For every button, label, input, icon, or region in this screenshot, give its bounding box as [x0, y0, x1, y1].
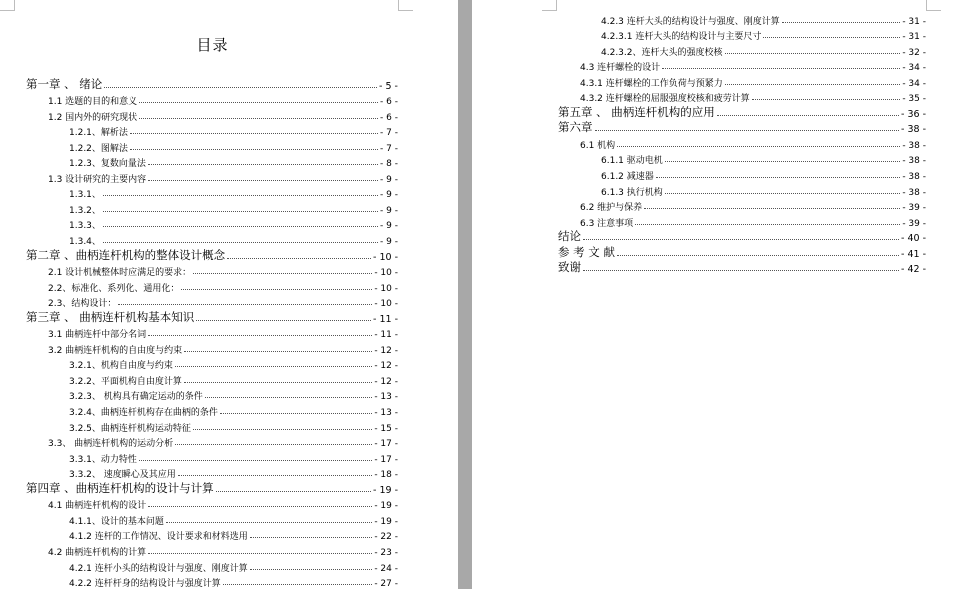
- toc-dot-leader: [104, 87, 377, 88]
- toc-page-number: - 15 -: [374, 423, 398, 434]
- toc-entry-text: 4.1.2 连杆的工作情况、设计要求和材料选用: [69, 532, 248, 543]
- toc-entry[interactable]: [26, 574, 398, 589]
- toc-dot-leader: [118, 304, 372, 305]
- toc-entry-text: 第六章: [558, 120, 593, 135]
- toc-dot-leader: [103, 195, 378, 196]
- toc-page-number: - 12 -: [374, 361, 398, 372]
- toc-dot-leader: [583, 270, 899, 271]
- toc-entry-text: 1.1 选题的目的和意义: [48, 97, 138, 108]
- toc-entry[interactable]: [558, 182, 926, 198]
- toc-dot-leader: [139, 118, 378, 119]
- toc-dot-leader: [196, 320, 371, 321]
- toc-entry[interactable]: [26, 231, 398, 247]
- toc-page-number: - 31 -: [902, 32, 926, 43]
- toc-entry[interactable]: [26, 418, 398, 434]
- toc-dot-leader: [725, 84, 901, 85]
- toc-page-number: - 12 -: [374, 345, 398, 356]
- toc-entry[interactable]: [26, 371, 398, 387]
- toc-entry[interactable]: [558, 58, 926, 74]
- toc-page-number: - 9 -: [380, 174, 398, 185]
- toc-page-number: - 31 -: [902, 16, 926, 27]
- toc-entry[interactable]: [26, 558, 398, 574]
- toc-entry-text: 2.2、标准化、系列化、通用化：: [48, 283, 180, 294]
- toc-page-number: - 19 -: [373, 484, 398, 496]
- toc-entry-text: 3.2.3、 机构具有确定运动的条件: [69, 392, 203, 403]
- toc-entry-text: 参 考 文 献: [558, 244, 615, 259]
- toc-entry[interactable]: [26, 123, 398, 139]
- toc-entry-text: 2.3、结构设计：: [48, 299, 117, 310]
- toc-entry-text: 4.2.3.2、连杆大头的强度校核: [601, 47, 723, 58]
- toc-dot-leader: [250, 569, 373, 570]
- toc-dot-leader: [216, 491, 371, 492]
- toc-page-number: - 9 -: [380, 221, 398, 232]
- toc-entry[interactable]: [558, 213, 926, 229]
- toc-entry-text: 第四章 、曲柄连杆机构的设计与计算: [26, 480, 214, 495]
- toc-page-number: - 42 -: [901, 264, 926, 276]
- toc-dot-leader: [583, 239, 899, 240]
- toc-page-number: - 11 -: [373, 313, 398, 325]
- toc-dot-leader: [178, 475, 373, 476]
- toc-page-number: - 13 -: [374, 408, 398, 419]
- toc-page-number: - 9 -: [380, 205, 398, 216]
- toc-entry[interactable]: [558, 135, 926, 151]
- toc-entry-text: 1.2.2、图解法: [69, 143, 128, 154]
- toc-page-number: - 38 -: [902, 187, 926, 198]
- toc-dot-leader: [130, 133, 378, 134]
- toc-entry[interactable]: [26, 527, 398, 543]
- toc-entry[interactable]: [26, 92, 398, 108]
- toc-entry[interactable]: [26, 76, 398, 92]
- toc-page-number: - 36 -: [901, 108, 926, 120]
- toc-entry-text: 3.2 曲柄连杆机构的自由度与约束: [48, 345, 183, 356]
- toc-entry-text: 2.1 设计机械整体时应满足的要求：: [48, 268, 192, 279]
- toc-entry[interactable]: [26, 434, 398, 450]
- toc-entry[interactable]: [26, 154, 398, 170]
- toc-entry[interactable]: [558, 166, 926, 182]
- toc-entry-text: 第一章 、 绪论: [26, 76, 103, 91]
- toc-page-number: - 6 -: [380, 112, 398, 123]
- toc-dot-leader: [148, 180, 378, 181]
- toc-entry-text: 3.3、 曲柄连杆机构的运动分析: [48, 439, 174, 450]
- toc-entry[interactable]: [26, 496, 398, 512]
- toc-page-number: - 34 -: [902, 63, 926, 74]
- toc-page-number: - 12 -: [374, 376, 398, 387]
- toc-page-number: - 7 -: [380, 128, 398, 139]
- toc-entry[interactable]: [26, 465, 398, 481]
- toc-entry-text: 1.3.2、: [69, 205, 101, 216]
- toc-entry-text: 6.1.1 驱动电机: [601, 156, 663, 167]
- toc-dot-leader: [223, 584, 373, 585]
- toc-page-number: - 17 -: [374, 439, 398, 450]
- toc-list-left: [26, 76, 398, 589]
- toc-page-number: - 13 -: [374, 392, 398, 403]
- toc-page-number: - 27 -: [374, 579, 398, 589]
- toc-entry[interactable]: [558, 11, 926, 27]
- toc-entry[interactable]: [26, 340, 398, 356]
- toc-page-number: - 10 -: [374, 283, 398, 294]
- toc-page-number: - 8 -: [380, 159, 398, 170]
- toc-entry[interactable]: [26, 138, 398, 154]
- toc-page-number: - 19 -: [374, 516, 398, 527]
- toc-entry[interactable]: [26, 278, 398, 294]
- toc-entry[interactable]: [558, 244, 926, 260]
- toc-entry-text: 1.3.4、: [69, 237, 101, 248]
- toc-entry-text: 第五章 、 曲柄连杆机构的应用: [558, 104, 715, 119]
- toc-entry[interactable]: [26, 387, 398, 403]
- toc-entry-text: 4.1.1、设计的基本问题: [69, 516, 164, 527]
- toc-page-number: - 40 -: [901, 233, 926, 245]
- toc-entry[interactable]: [558, 42, 926, 58]
- toc-entry-text: 1.3.3、: [69, 221, 101, 232]
- toc-entry[interactable]: [26, 402, 398, 418]
- toc-dot-leader: [665, 193, 901, 194]
- document-page-right: [472, 0, 968, 589]
- toc-page-number: - 39 -: [902, 218, 926, 229]
- toc-dot-leader: [166, 522, 372, 523]
- toc-entry-text: 结论: [558, 229, 581, 244]
- toc-entry-text: 4.2.3 连杆大头的结构设计与强度、刚度计算: [601, 16, 780, 27]
- toc-page-number: - 39 -: [902, 203, 926, 214]
- toc-entry-text: 4.3.1 连杆螺栓的工作负荷与预紧力: [580, 78, 723, 89]
- toc-entry[interactable]: [26, 247, 398, 263]
- toc-dot-leader: [181, 289, 372, 290]
- toc-entry-text: 1.3 设计研究的主要内容: [48, 174, 147, 185]
- toc-dot-leader: [139, 460, 372, 461]
- toc-page-number: - 41 -: [901, 248, 926, 260]
- toc-page-number: - 38 -: [902, 140, 926, 151]
- page-corner-mark: [926, 0, 941, 11]
- toc-dot-leader: [782, 22, 901, 23]
- toc-entry-text: 4.2.3.1 连杆大头的结构设计与主要尺寸: [601, 32, 762, 43]
- page-corner-mark: [398, 0, 413, 11]
- toc-entry[interactable]: [26, 294, 398, 310]
- toc-entry-text: 3.1 曲柄连杆中部分名词: [48, 330, 147, 341]
- toc-page-number: - 6 -: [380, 97, 398, 108]
- toc-entry[interactable]: [558, 260, 926, 276]
- page-corner-mark: [0, 0, 15, 11]
- toc-dot-leader: [148, 164, 378, 165]
- toc-dot-leader: [193, 273, 372, 274]
- toc-dot-leader: [175, 444, 372, 445]
- toc-dot-leader: [617, 146, 900, 147]
- toc-dot-leader: [220, 413, 372, 414]
- toc-dot-leader: [665, 161, 901, 162]
- toc-page-number: - 23 -: [374, 547, 398, 558]
- toc-entry[interactable]: [26, 480, 398, 496]
- toc-page-number: - 5 -: [379, 80, 398, 92]
- toc-dot-leader: [184, 351, 372, 352]
- toc-entry-text: 第三章 、 曲柄连杆机构基本知识: [26, 309, 195, 324]
- toc-entry[interactable]: [26, 511, 398, 527]
- toc-entry[interactable]: [558, 198, 926, 214]
- toc-dot-leader: [725, 53, 901, 54]
- toc-entry-text: 1.2.3、复数向量法: [69, 159, 146, 170]
- toc-page-number: - 10 -: [374, 268, 398, 279]
- toc-entry[interactable]: [26, 169, 398, 185]
- toc-dot-leader: [103, 226, 378, 227]
- toc-dot-leader: [656, 177, 901, 178]
- toc-entry[interactable]: [26, 542, 398, 558]
- toc-entry-text: 4.1 曲柄连杆机构的设计: [48, 501, 147, 512]
- toc-entry[interactable]: [26, 200, 398, 216]
- toc-page-number: - 34 -: [902, 78, 926, 89]
- toc-page-number: - 17 -: [374, 454, 398, 465]
- toc-dot-leader: [662, 68, 900, 69]
- toc-entry-text: 6.1.3 执行机构: [601, 187, 663, 198]
- toc-page-number: - 24 -: [374, 563, 398, 574]
- toc-page-number: - 9 -: [380, 237, 398, 248]
- toc-entry-text: 3.2.1、机构自由度与约束: [69, 361, 173, 372]
- toc-dot-leader: [205, 397, 373, 398]
- toc-entry-text: 6.1 机构: [580, 140, 616, 151]
- toc-entry[interactable]: [558, 27, 926, 43]
- toc-entry[interactable]: [26, 449, 398, 465]
- toc-entry[interactable]: [26, 325, 398, 341]
- toc-dot-leader: [184, 382, 372, 383]
- toc-entry-text: 3.3.2、 速度瞬心及其应用: [69, 470, 176, 481]
- toc-dot-leader: [227, 258, 371, 259]
- toc-dot-leader: [139, 102, 378, 103]
- toc-page-number: - 38 -: [902, 172, 926, 183]
- toc-dot-leader: [130, 149, 378, 150]
- toc-entry-text: 致谢: [558, 260, 581, 275]
- toc-page-number: - 10 -: [374, 299, 398, 310]
- document-page-left: [0, 0, 458, 589]
- toc-page-number: - 38 -: [901, 124, 926, 136]
- toc-entry-text: 1.2 国内外的研究现状: [48, 112, 138, 123]
- toc-entry-text: 3.2.5、曲柄连杆机构运动特征: [69, 423, 191, 434]
- toc-dot-leader: [763, 37, 900, 38]
- toc-entry-text: 第二章 、曲柄连杆机构的整体设计概念: [26, 247, 226, 262]
- toc-title: 目录: [196, 36, 229, 54]
- toc-page-number: - 9 -: [380, 190, 398, 201]
- toc-entry-text: 4.2.1 连杆小头的结构设计与强度、刚度计算: [69, 563, 248, 574]
- toc-entry-text: 6.1.2 减速器: [601, 172, 654, 183]
- page-corner-mark: [542, 0, 557, 11]
- toc-dot-leader: [103, 242, 378, 243]
- toc-entry[interactable]: [26, 185, 398, 201]
- toc-page-number: - 22 -: [374, 532, 398, 543]
- toc-dot-leader: [717, 115, 899, 116]
- toc-dot-leader: [148, 506, 372, 507]
- toc-dot-leader: [595, 130, 900, 131]
- toc-dot-leader: [635, 224, 900, 225]
- toc-entry[interactable]: [26, 356, 398, 372]
- toc-dot-leader: [175, 366, 372, 367]
- toc-page-number: - 19 -: [374, 501, 398, 512]
- toc-entry[interactable]: [558, 89, 926, 105]
- toc-page-number: - 35 -: [902, 94, 926, 105]
- toc-entry-text: 4.3 连杆螺栓的设计: [580, 63, 661, 74]
- toc-entry-text: 3.2.4、曲柄连杆机构存在曲柄的条件: [69, 408, 218, 419]
- toc-page-number: - 11 -: [374, 330, 398, 341]
- toc-page-number: - 32 -: [902, 47, 926, 58]
- toc-page-number: - 7 -: [380, 143, 398, 154]
- toc-entry-text: 4.3.2 连杆螺栓的屈服强度校核和疲劳计算: [580, 94, 750, 105]
- toc-entry-text: 1.3.1、: [69, 190, 101, 201]
- toc-entry-text: 6.3 注意事项: [580, 218, 634, 229]
- toc-entry[interactable]: [558, 151, 926, 167]
- toc-dot-leader: [617, 255, 899, 256]
- toc-page-number: - 18 -: [374, 470, 398, 481]
- toc-entry[interactable]: [558, 229, 926, 245]
- toc-entry[interactable]: [558, 73, 926, 89]
- toc-dot-leader: [193, 429, 372, 430]
- toc-entry[interactable]: [558, 120, 926, 136]
- toc-entry-text: 1.2.1、解析法: [69, 128, 128, 139]
- toc-entry[interactable]: [26, 216, 398, 232]
- toc-entry[interactable]: [26, 309, 398, 325]
- toc-page-number: - 10 -: [373, 251, 398, 263]
- toc-dot-leader: [250, 537, 373, 538]
- toc-entry-text: 6.2 维护与保养: [580, 203, 643, 214]
- toc-entry-text: 4.2 曲柄连杆机构的计算: [48, 547, 147, 558]
- toc-entry-text: 3.2.2、平面机构自由度计算: [69, 376, 182, 387]
- toc-dot-leader: [148, 553, 372, 554]
- toc-entry-text: 4.2.2 连杆杆身的结构设计与强度计算: [69, 579, 221, 589]
- toc-list-right: [558, 11, 926, 275]
- toc-entry-text: 3.3.1、动力特性: [69, 454, 137, 465]
- toc-entry[interactable]: [26, 107, 398, 123]
- toc-page-number: - 38 -: [902, 156, 926, 167]
- toc-entry[interactable]: [26, 263, 398, 279]
- toc-dot-leader: [148, 335, 372, 336]
- toc-dot-leader: [752, 99, 901, 100]
- toc-dot-leader: [103, 211, 378, 212]
- toc-entry[interactable]: [558, 104, 926, 120]
- toc-dot-leader: [644, 208, 900, 209]
